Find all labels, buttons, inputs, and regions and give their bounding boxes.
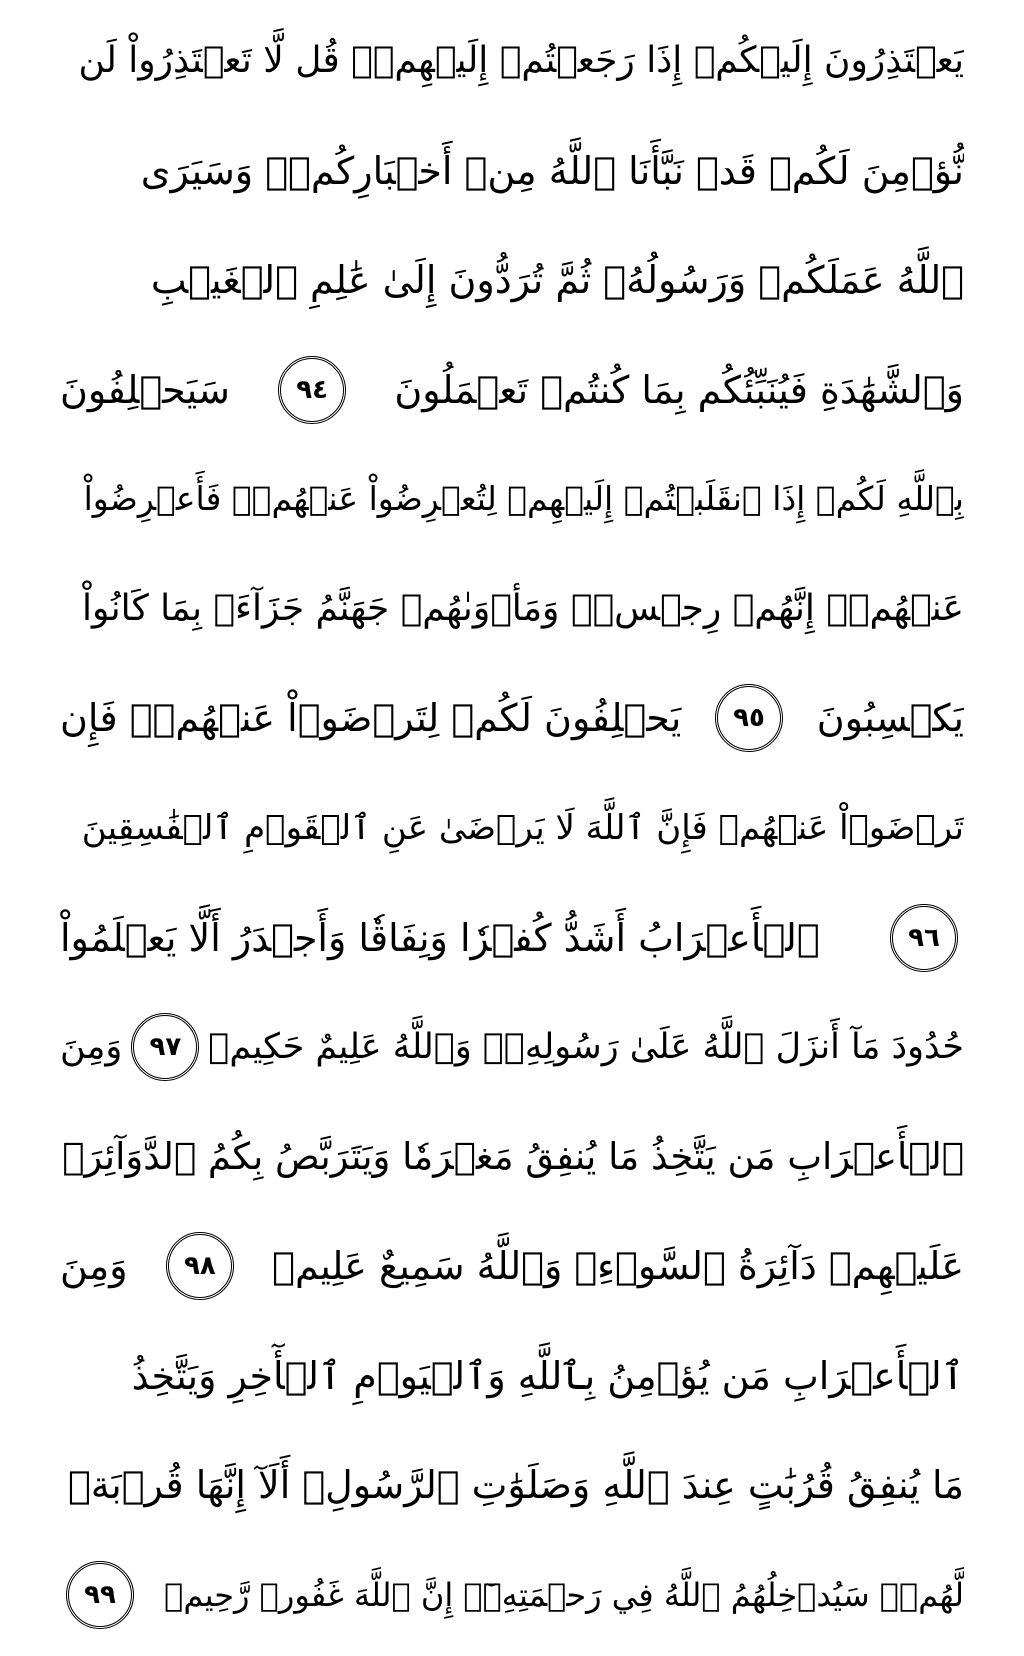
verse-text: عَلَيۡهِمۡ دَآئِرَةُ ٱلسَّوۡءِۗ وَٱللَّهُ سَمِيعٌ عَلِيمٞ (272, 1244, 964, 1289)
verse-line (60, 1219, 964, 1313)
verse-line (60, 1000, 964, 1094)
verse-text: ٱللَّهُ عَمَلَكُمۡ وَرَسُولُهُۥ ثُمَّ تُرَدُّونَ إِلَىٰ عَٰلِمِ ٱلۡغَيۡبِ (150, 258, 964, 303)
verse-text: وَمِنَ (60, 1027, 123, 1068)
ayah-number-marker: ٩٦ (890, 904, 958, 972)
verse-line (60, 781, 964, 875)
verse-text: مَا يُنفِقُ قُرُبَٰتٍ عِندَ ٱللَّهِ وَصَلَوَٰتِ ٱلرَّسُولِۚ أَلَآ إِنَّهَا قُرۡبَةٞ (67, 1463, 964, 1508)
verse-text: وَمِنَ (60, 1244, 128, 1289)
verse-text: حُدُودَ مَآ أَنزَلَ ٱللَّهُ عَلَىٰ رَسُولِهِۦۗ وَٱللَّهُ عَلِيمٌ حَكِيمٞ (208, 1027, 964, 1068)
verse-text: ٱلۡأَعۡرَابِ مَن يُؤۡمِنُ بِٱللَّهِ وَٱلۡيَوۡمِ ٱلۡأٓخِرِ وَيَتَّخِذُ (131, 1353, 964, 1398)
ayah-number-marker: ٩٩ (66, 1561, 134, 1629)
verse-line (60, 1438, 964, 1532)
verse-text: يَعۡتَذِرُونَ إِلَيۡكُمۡ إِذَا رَجَعۡتُمۡ إِلَيۡهِمۡۚ قُل لَّا تَعۡتَذِرُواْ لَن (78, 40, 964, 81)
verse-line (60, 1548, 964, 1642)
verse-text: بِٱللَّهِ لَكُمۡ إِذَا ٱنقَلَبۡتُمۡ إِلَيۡهِمۡ لِتُعۡرِضُواْ عَنۡهُمۡۖ فَأَعۡرِضُواْ (83, 479, 964, 519)
verse-line (60, 891, 964, 985)
verse-line (60, 452, 964, 546)
verse-lines (60, 14, 964, 1642)
ayah-number-marker: ٩٤ (278, 356, 346, 424)
verse-line (60, 343, 964, 437)
verse-text: سَيَحۡلِفُونَ (60, 367, 230, 412)
ayah-number-marker: ٩٨ (166, 1232, 234, 1300)
ayah-number-marker: ٩٧ (131, 1013, 199, 1081)
verse-line (60, 124, 964, 218)
verse-line (60, 1110, 964, 1204)
verse-line (60, 562, 964, 656)
ayah-number-marker: ٩٥ (715, 684, 783, 752)
verse-line (60, 1329, 964, 1423)
verse-line (60, 671, 964, 765)
verse-text: وَٱلشَّهَٰدَةِ فَيُنَبِّئُكُم بِمَا كُنتُمۡ تَعۡمَلُونَ (394, 367, 964, 412)
verse-line (60, 14, 964, 108)
verse-text: نُّؤۡمِنَ لَكُمۡ قَدۡ نَبَّأَنَا ٱللَّهُ مِنۡ أَخۡبَارِكُمۡۚ وَسَيَرَى (140, 148, 964, 193)
verse-text: ٱلۡأَعۡرَابُ أَشَدُّ كُفۡرٗا وَنِفَاقٗا وَأَجۡدَرُ أَلَّا يَعۡلَمُواْ (60, 915, 820, 960)
verse-text: ٱلۡأَعۡرَابِ مَن يَتَّخِذُ مَا يُنفِقُ مَغۡرَمٗا وَيَتَرَبَّصُ بِكُمُ ٱلدَّوَآئِرَۚ (62, 1134, 964, 1178)
verse-text: عَنۡهُمۡۖ إِنَّهُمۡ رِجۡسٞۖ وَمَأۡوَىٰهُمۡ جَهَنَّمُ جَزَآءَۢ بِمَا كَانُواْ (82, 587, 964, 629)
verse-text: لَّهُمۡۚ سَيُدۡخِلُهُمُ ٱللَّهُ فِي رَحۡمَتِهِۦٓۚ إِنَّ ٱللَّهَ غَفُورٞ رَّحِيمٞ (164, 1575, 964, 1614)
verse-line (60, 233, 964, 327)
verse-text: يَحۡلِفُونَ لَكُمۡ لِتَرۡضَوۡاْ عَنۡهُمۡۖ فَإِن (60, 696, 682, 741)
verse-text: تَرۡضَوۡاْ عَنۡهُمۡ فَإِنَّ ٱللَّهَ لَا يَرۡضَىٰ عَنِ ٱلۡقَوۡمِ ٱلۡفَٰسِقِينَ (81, 807, 964, 848)
verse-text: يَكۡسِبُونَ (816, 696, 964, 741)
